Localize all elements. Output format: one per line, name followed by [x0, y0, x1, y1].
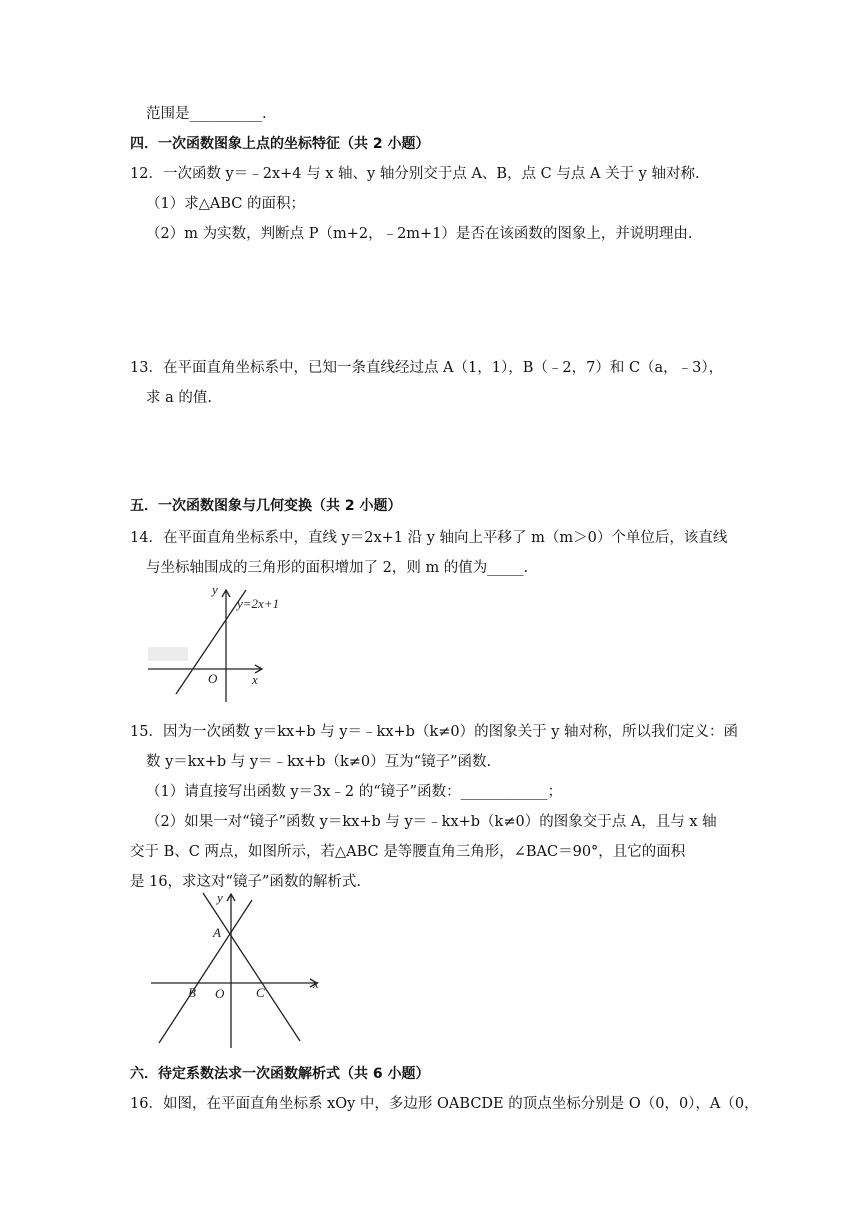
question-15-part-2-cont2: 是 16，求这对“镜子”函数的解析式. — [130, 874, 361, 890]
question-15: 15．因为一次函数 y＝kx+b 与 y＝﹣kx+b（k≠0）的图象关于 y 轴对称，所以我们定义：函 — [130, 724, 739, 740]
question-12: 12．一次函数 y＝﹣2x+4 与 x 轴、y 轴分别交于点 A、B，点 C 与点 A 关于 y 轴对称. — [130, 166, 700, 182]
x-axis-label: x — [252, 672, 258, 687]
continuation-line: 范围是__________. — [146, 106, 267, 122]
origin-label: O — [208, 671, 218, 686]
y-axis-label: y — [217, 890, 223, 905]
line-k-negative — [203, 893, 300, 1041]
question-13: 13．在平面直角坐标系中，已知一条直线经过点 A（1，1），B（﹣2，7）和 C（a，﹣3）， — [130, 360, 724, 376]
line-label: y=2x+1 — [237, 596, 280, 611]
question-15-cont: 数 y＝kx+b 与 y＝﹣kx+b（k≠0）互为“镜子”函数. — [146, 754, 492, 770]
question-16: 16．如图，在平面直角坐标系 xOy 中，多边形 OABCDE 的顶点坐标分别是 O（0，0），A（0， — [130, 1096, 759, 1112]
question-15-part-1: （1）请直接写出函数 y＝3x﹣2 的“镜子”函数：____________； — [146, 784, 563, 800]
question-14: 14．在平面直角坐标系中，直线 y＝2x+1 沿 y 轴向上平移了 m（m＞0）个单位后，该直线 — [130, 530, 728, 546]
question-15-part-2: （2）如果一对“镜子”函数 y＝kx+b 与 y＝﹣kx+b（k≠0）的图象交于点 A，且与 x 轴 — [146, 814, 717, 830]
section-heading-5: 五．一次函数图象与几何变换（共 2 小题） — [130, 498, 402, 514]
point-a-label: A — [213, 925, 221, 940]
figure-q15 — [145, 888, 335, 1053]
origin-label: O — [215, 986, 225, 1001]
point-c-label: C — [256, 985, 265, 1000]
figure-q14 — [140, 582, 280, 707]
question-15-part-2-cont: 交于 B、C 两点，如图所示，若△ABC 是等腰直角三角形，∠BAC＝90°，且它的面积 — [130, 844, 686, 860]
section-heading-6: 六．待定系数法求一次函数解析式（共 6 小题） — [130, 1066, 430, 1082]
line-k-positive — [159, 900, 252, 1043]
question-13-cont: 求 a 的值. — [146, 390, 212, 406]
question-12-part-1: （1）求△ABC 的面积； — [146, 196, 305, 212]
x-axis-label: x — [313, 976, 319, 991]
section-heading-4: 四．一次函数图象上点的坐标特征（共 2 小题） — [130, 136, 430, 152]
question-14-cont: 与坐标轴围成的三角形的面积增加了 2，则 m 的值为_____. — [146, 560, 529, 576]
y-axis-label: y — [212, 582, 218, 597]
point-b-label: B — [188, 985, 196, 1000]
question-12-part-2: （2）m 为实数，判断点 P（m+2，﹣2m+1）是否在该函数的图象上，并说明理由. — [146, 226, 693, 242]
